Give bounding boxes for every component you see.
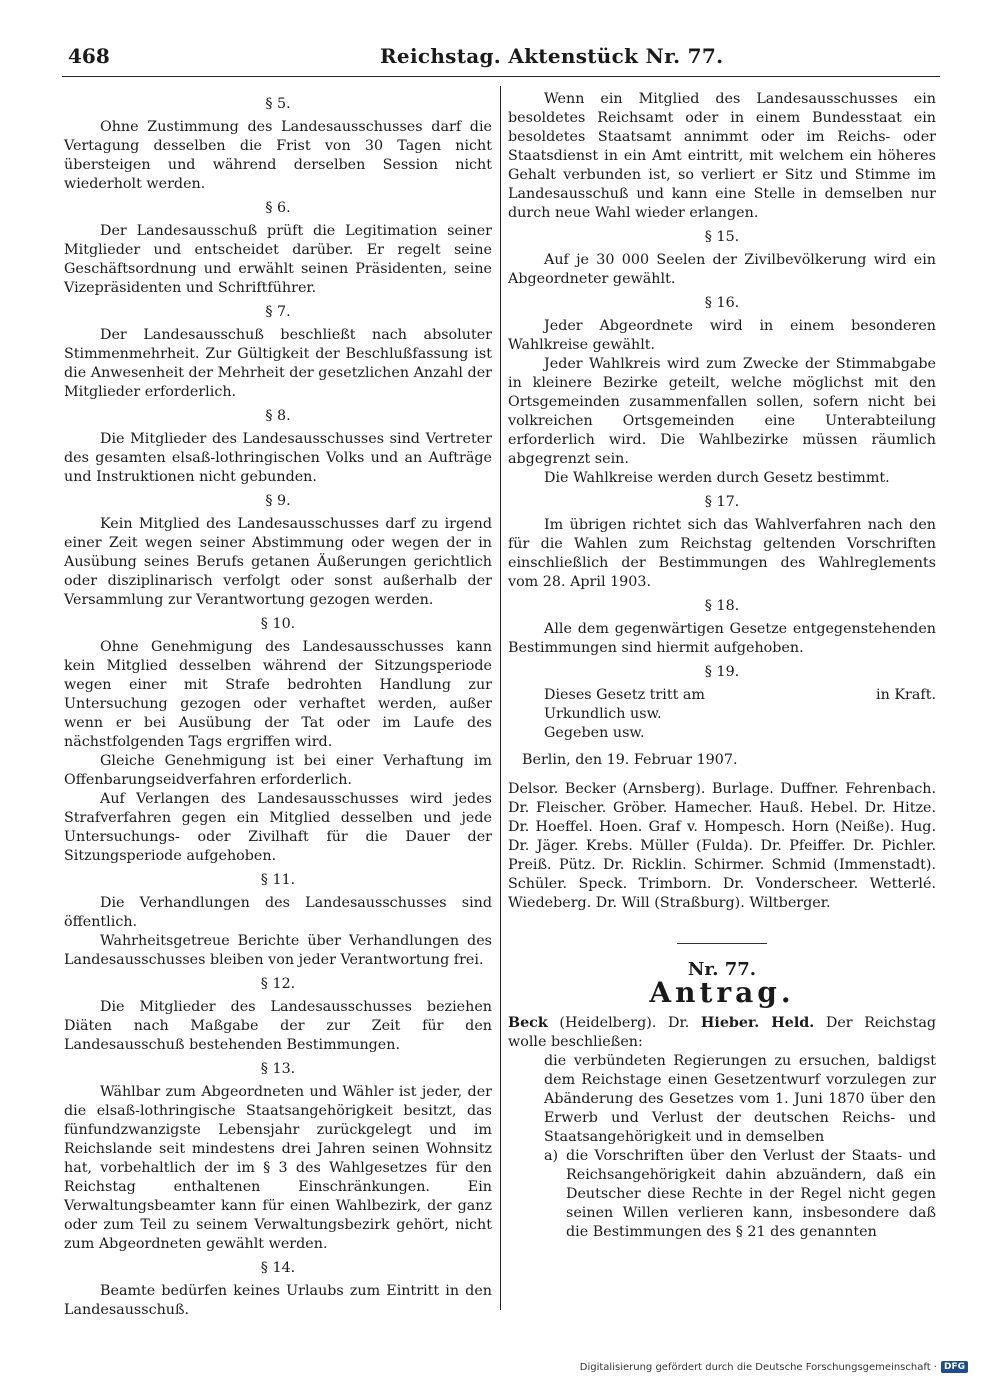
section-paragraph: Alle dem gegenwärtigen Gesetze entgegenstehenden Bestimmungen sind hiermit aufgehoben. — [508, 621, 936, 656]
section-heading: § 9. — [265, 493, 291, 509]
section-16 — [508, 294, 936, 488]
place-date: Berlin, den 19. Februar 1907. — [522, 752, 738, 768]
page-header — [68, 44, 938, 74]
section-19 — [508, 663, 936, 743]
section-paragraph: Im übrigen richtet sich das Wahlverfahren nach den für die Wahlen zum Reichstag geltenden Vorschriften einschließlich der Bestimmungen des Wahlreglements vom 28. April 1903. — [508, 517, 936, 590]
proposer-name: Hieber. Held. — [700, 1015, 815, 1031]
section-heading: § 7. — [265, 304, 291, 320]
right-column — [508, 90, 936, 1242]
signatories-list: Delsor. Becker (Arnsberg). Burlage. Duffner. Fehrenbach. Dr. Fleischer. Gröber. Hamecher. Hauß. Hebel. Dr. Hitze. Dr. Hoeffel. Hoen. Graf v. Hompesch. Horn (Neiße). Hug. Dr. Jäger. Krebs. Müller (Fulda). Dr. Pfeiffer. Dr. Pichler. Preiß. Pütz. Dr. Ricklin. Schirmer. Schmid (Immenstadt). Schüler. Speck. Trimborn. Dr. Vonderscheer. Wetterlé. Wiedeberg. Dr. Will (Straßburg). Wiltberger. — [508, 781, 936, 911]
section-heading: § 10. — [260, 616, 296, 632]
section-paragraph: Die Mitglieder des Landesausschusses beziehen Diäten nach Maßgabe der zur Zeit für den Landesausschuß bestehenden Bestimmungen. — [64, 999, 492, 1053]
item-text: die Vorschriften über den Verlust der Staats- und Reichsangehörigkeit dahin abzuändern, daß ein Deutscher diese Rechte in der Regel nicht gegen seinen Willen verlieren kann, insbesondere daß die Bestimmungen des § 21 des genannten — [566, 1148, 936, 1240]
proposers-line — [508, 1014, 936, 1052]
section-7 — [64, 303, 492, 402]
effective-date-left: Dieses Gesetz tritt am — [544, 687, 705, 703]
section-6 — [64, 199, 492, 298]
section-paragraph: Ohne Zustimmung des Landesausschusses darf die Vertagung desselben die Frist von 30 Tagen nicht übersteigen und während derselben Session nicht wiederholt werden. — [64, 119, 492, 192]
section-paragraph: Der Landesausschuß beschließt nach absoluter Stimmenmehrheit. Zur Gültigkeit der Beschlußfassung ist die Anwesenheit der Mehrheit der gesetzlichen Anzahl der Mitglieder erforderlich. — [64, 327, 492, 400]
funding-credit: Digitalisierung gefördert durch die Deutsche Forschungsgemeinschaft · — [579, 1361, 937, 1373]
section-12 — [64, 975, 492, 1055]
section-heading: § 15. — [704, 229, 740, 245]
effective-date-line — [508, 686, 936, 705]
motion-body: die verbündeten Regierungen zu ersuchen, baldigst dem Reichstage einen Gesetzentwurf vorzulegen zur Abänderung des Gesetzes vom 1. Juni 1870 über den Erwerb und Verlust der deutschen Reichs- und Staatsangehörigkeit und in demselben — [544, 1053, 936, 1145]
section-paragraph: Die Verhandlungen des Landesausschusses sind öffentlich. — [64, 895, 492, 930]
section-13 — [64, 1060, 492, 1254]
effective-date-right: in Kraft. — [876, 687, 936, 703]
section-heading: § 5. — [265, 96, 291, 112]
section-paragraph: Die Mitglieder des Landesausschusses sind Vertreter des gesamten elsaß-lothringischen Volks und an Aufträge und Instruktionen nicht gebunden. — [64, 431, 492, 485]
section-paragraph: Wahrheitsgetreue Berichte über Verhandlungen des Landesausschusses bleiben von jeder Verantwortung frei. — [64, 933, 492, 968]
section-paragraph: Auf Verlangen des Landesausschusses wird jedes Strafverfahren gegen ein Mitglied desselben und jede Untersuchungs- oder Zivilhaft für die Dauer der Sitzungsperiode aufgehoben. — [64, 791, 492, 864]
section-paragraph: Auf je 30 000 Seelen der Zivilbevölkerung wird ein Abgeordneter gewählt. — [508, 252, 936, 287]
section-18 — [508, 597, 936, 658]
document-number: Nr. 77. — [687, 959, 757, 980]
section-paragraph: Kein Mitglied des Landesausschusses darf zu irgend einer Zeit wegen seiner Abstimmung oder wegen der in Ausübung seines Berufs getanen Äußerungen gerichtlich oder disziplinarisch verfolgt oder sonst außerhalb der Versammlung zur Verantwortung gezogen werden. — [64, 516, 492, 608]
dfg-logo: DFG — [941, 1361, 968, 1373]
section-heading: § 6. — [265, 200, 291, 216]
proposer-text: (Heidelberg). Dr. — [547, 1015, 701, 1031]
section-paragraph: Gleiche Genehmigung ist bei einer Verhaftung im Offenbarungseidverfahren erforderlich. — [64, 753, 492, 788]
section-paragraph: Jeder Abgeordnete wird in einem besonderen Wahlkreise gewählt. — [508, 318, 936, 353]
section-heading: § 8. — [265, 408, 291, 424]
motion-item-a — [508, 1147, 936, 1242]
formula-line: Gegeben usw. — [544, 725, 645, 741]
formula-line: Urkundlich usw. — [544, 706, 662, 722]
proposer-name: Beck — [508, 1015, 548, 1031]
section-heading: § 18. — [704, 598, 740, 614]
section-heading: § 14. — [260, 1260, 296, 1276]
section-paragraph: Die Wahlkreise werden durch Gesetz bestimmt. — [544, 470, 890, 486]
motion-intro: Der Reichstag wolle beschließen: — [508, 1015, 936, 1050]
section-paragraph: Beamte bedürfen keines Urlaubs zum Eintritt in den Landesausschuß. — [64, 1283, 492, 1318]
running-title: Reichstag. Aktenstück Nr. 77. — [380, 44, 724, 68]
footer-credit — [580, 1361, 968, 1373]
section-heading: § 13. — [260, 1061, 296, 1077]
section-heading: § 12. — [260, 976, 296, 992]
section-17 — [508, 493, 936, 592]
left-column — [64, 90, 492, 1320]
section-10 — [64, 615, 492, 866]
section-14 — [64, 1259, 492, 1320]
header-rule — [62, 76, 940, 77]
section-heading: § 19. — [704, 664, 740, 680]
section-15 — [508, 228, 936, 289]
section-paragraph: Jeder Wahlkreis wird zum Zwecke der Stimmabgabe in kleinere Bezirke geteilt, welche möglichst mit den Ortsgemeinden zusammenfallen sollen, sofern nicht bei volkreichen Ortsgemeinden eine Unterabteilung erforderlich wird. Die Wahlbezirke müssen räumlich abgegrenzt sein. — [508, 356, 936, 467]
section-8 — [64, 407, 492, 487]
section-heading: § 11. — [260, 872, 296, 888]
section-paragraph: Wählbar zum Abgeordneten und Wähler ist jeder, der die elsaß-lothringische Staatsangehörigkeit besitzt, das fünfundzwanzigste Lebensjahr zurückgelegt und im Reichslande seit mindestens drei Jahren seinen Wohnsitz hat, vorbehaltlich der im § 3 des Wahlgesetzes für den Reichstag enthaltenen Einschränkungen. Ein Verwaltungsbeamter kann für einen Wahlbezirk, der ganz oder zum Teil zu seinem Verwaltungsbezirk gehört, nicht zum Abgeordneten gewählt werden. — [64, 1084, 492, 1252]
document-kind: Antrag. — [649, 976, 795, 1009]
page-number: 468 — [68, 44, 110, 68]
item-marker: a) — [544, 1148, 559, 1164]
section-13-continuation: Wenn ein Mitglied des Landesausschusses ein besoldetes Reichsamt oder in einem Bundesstaat ein besoldetes Staatsamt annimmt oder im Reichs- oder Staatsdienst in ein Amt eintritt, mit welchem ein höheres Gehalt verbunden ist, so verliert er Sitz und Stimme im Landesausschuß und kann eine Stelle in demselben nur durch neue Wahl wieder erlangen. — [508, 91, 936, 221]
section-heading: § 16. — [704, 295, 740, 311]
section-paragraph: Der Landesausschuß prüft die Legitimation seiner Mitglieder und entscheidet darüber. Er regelt seine Geschäftsordnung und erwählt seinen Präsidenten, seine Vizepräsidenten und Schriftführer. — [64, 223, 492, 296]
section-paragraph: Ohne Genehmigung des Landesausschusses kann kein Mitglied desselben während der Sitzungsperiode wegen einer mit Strafe bedrohten Handlung zur Untersuchung gezogen oder verhaftet werden, außer wenn er bei Ausübung der Tat oder im Laufe des nächstfolgenden Tags ergriffen wird. — [64, 639, 492, 750]
section-5 — [64, 95, 492, 194]
section-heading: § 17. — [704, 494, 740, 510]
section-11 — [64, 871, 492, 970]
column-divider — [500, 86, 501, 1310]
separator-rule — [677, 943, 767, 944]
section-9 — [64, 492, 492, 610]
